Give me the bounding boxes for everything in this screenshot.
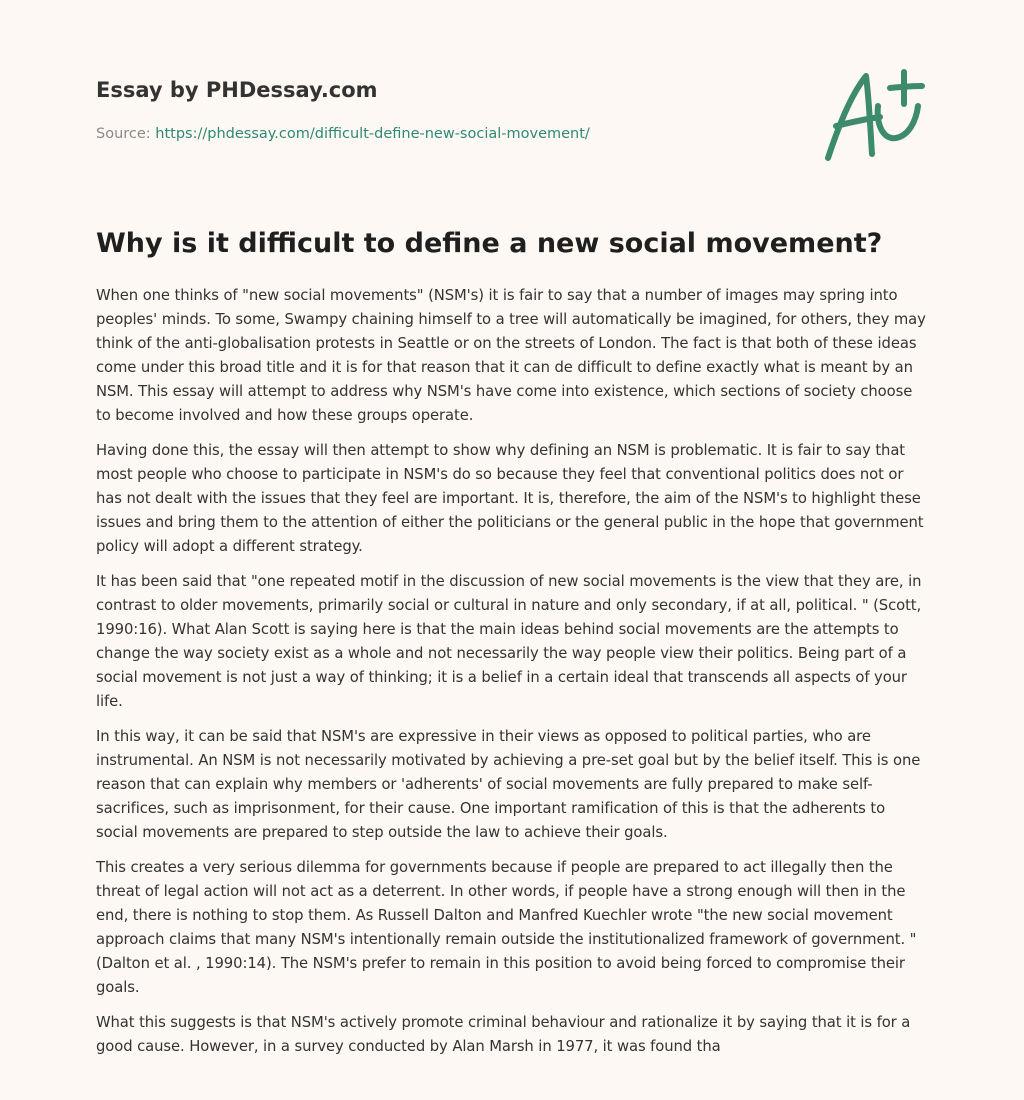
site-brand: Essay by PHDessay.com xyxy=(96,78,378,102)
essay-paragraph: It has been said that "one repeated motif in the discussion of new social movements is the view that they are, in contrast to older movements, primarily social or cultural in nature and only secondary, if at all, political. " (Scott, 1990:16). What Alan Scott is saying here is that the main ideas behind social movements are the attempts to change the way society exist as a whole and not necessarily the way people view their politics. Being part of a social movement is not just a way of thinking; it is a belief in a certain ideal that transcends all aspects of your life. xyxy=(96,573,922,710)
source-label: Source: xyxy=(96,126,151,142)
source-link[interactable]: https://phdessay.com/difficult-define-new-social-movement/ xyxy=(155,126,590,142)
essay-paragraph: Having done this, the essay will then attempt to show why defining an NSM is problematic. It is fair to say that most people who choose to participate in NSM's do so because they feel that conventional politics does not or has not dealt with the issues that they feel are important. It is, therefore, the aim of the NSM's to highlight these issues and bring them to the attention of either the politicians or the general public in the hope that government policy will adopt a different strategy. xyxy=(96,442,924,555)
essay-title: Why is it difficult to define a new social movement? xyxy=(96,228,883,259)
source-line xyxy=(96,124,796,144)
page-header xyxy=(96,76,796,144)
essay-paragraph: In this way, it can be said that NSM's are expressive in their views as opposed to political parties, who are instrumental. An NSM is not necessarily motivated by achieving a pre-set goal but by the belief itself. This is one reason that can explain why members or 'adherents' of social movements are fully prepared to make self-sacrifices, such as imprisonment, for their cause. One important ramification of this is that the adherents to social movements are prepared to step outside the law to achieve their goals. xyxy=(96,728,921,841)
essay-paragraph: This creates a very serious dilemma for governments because if people are prepared to act illegally then the threat of legal action will not act as a deterrent. In other words, if people have a strong enough will then in the end, there is nothing to stop them. As Russell Dalton and Manfred Kuechler wrote "the new social movement approach claims that many NSM's intentionally remain outside the institutionalized framework of government. " (Dalton et al. , 1990:14). The NSM's prefer to remain in this position to avoid being forced to compromise their goals. xyxy=(96,859,917,996)
essay-paragraph: When one thinks of "new social movements" (NSM's) it is fair to say that a number of images may spring into peoples' minds. To some, Swampy chaining himself to a tree will automatically be imagined, for others, they may think of the anti-globalisation protests in Seattle or on the streets of London. The fact is that both of these ideas come under this broad title and it is for that reason that it can de difficult to define exactly what is meant by an NSM. This essay will attempt to address why NSM's have come into existence, which sections of society choose to become involved and how these groups operate. xyxy=(96,287,926,424)
essay-paragraph: What this suggests is that NSM's actively promote criminal behaviour and rationalize it by saying that it is for a good cause. However, in a survey conducted by Alan Marsh in 1977, it was found tha xyxy=(96,1014,911,1055)
essay-body xyxy=(96,284,928,1070)
a-plus-logo-icon xyxy=(816,66,932,166)
